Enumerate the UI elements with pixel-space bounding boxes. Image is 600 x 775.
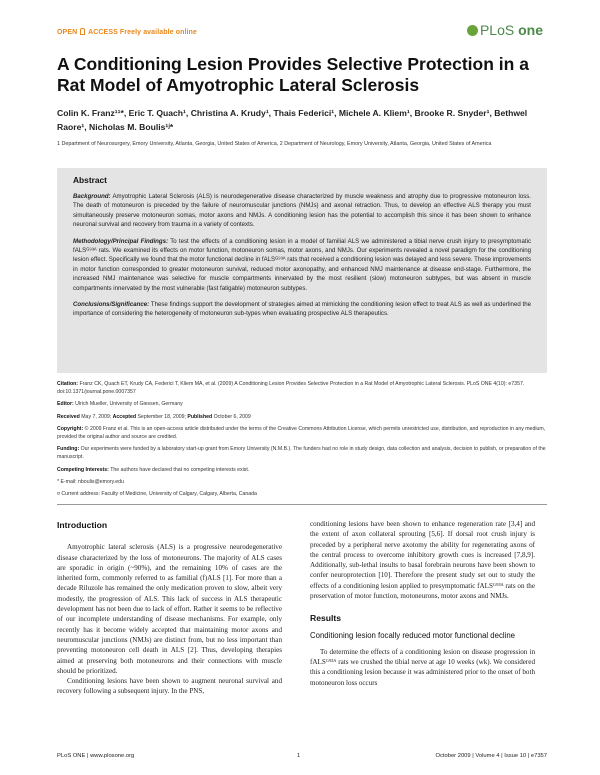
intro-paragraph-1: Amyotrophic lateral sclerosis (ALS) is a progressive neurodegenerative disease characterized by the loss of motoneurons. The majority of ALS cases are sporadic in origin (~90%), and the remaining 10% of cases are the inherited form, commonly referred to as familial (f)ALS [1]. For more than a decade Riluzole has remained the only medication proven to slow, albeit very modestly, the progression of ALS. This lack of success in ALS therapeutic development has not been due to lack of effort. Rather it seems to be reflective of our incomplete understanding of disease mechanisms. For example, only recently has it become widely accepted that maintaining motor axons and neuromuscular junctions (NMJs) are distinct from, but no less important than preventing motoneuron cell death in ALS [2]. Thus, developing therapies aimed at preserving both motoneurons and their connections with muscle should be prioritized.: [57, 543, 282, 675]
results-heading: Results: [310, 613, 342, 624]
abstract-heading: Abstract: [73, 175, 107, 185]
competing-label: Competing Interests:: [57, 466, 109, 473]
funding-text: Our experiments were funded by a laboratory start-up grant from Emory University (N.M.B.). The funders had no role in study design, data collection and analysis, decision to publish, or preparation of the manuscript.: [57, 446, 546, 461]
methods-label: Methodology/Principal Findings:: [73, 237, 169, 245]
open-lock-icon: [80, 28, 85, 35]
abstract-background: [73, 192, 531, 230]
funding-label: Funding:: [57, 446, 80, 453]
copyright: [57, 425, 547, 441]
abstract-box: [57, 168, 547, 373]
affiliations: 1 Department of Neurosurgery, Emory University, Atlanta, Georgia, United States of America, 2 Department of Neurology, Emory University, Atlanta, Georgia, United States of America: [57, 141, 492, 147]
open-label: OPEN: [57, 29, 78, 36]
competing-interests: [57, 466, 547, 474]
footer-issue: October 2009 | Volume 4 | Issue 10 | e7357: [435, 753, 547, 759]
body-left-column: [57, 520, 282, 697]
introduction-heading: Introduction: [57, 520, 108, 530]
accepted-label: Accepted: [112, 413, 137, 420]
footer-page-number: 1: [297, 753, 301, 759]
editor: [57, 400, 547, 408]
access-label: ACCESS: [88, 29, 118, 36]
copyright-text: © 2009 Franz et al. This is an open-access article distributed under the terms of the Creative Commons Attribution License, which permits unrestricted use, distribution, and reproduction in any medium, provided the original author and source are credited.: [57, 425, 546, 441]
plos-one-logo: [467, 22, 543, 38]
published-label: Published: [187, 413, 213, 420]
logo-plos-text: PLoS: [479, 22, 515, 38]
copyright-label: Copyright:: [57, 425, 84, 432]
logo-one-text: one: [518, 22, 543, 38]
editor-label: Editor:: [57, 401, 74, 408]
footer-journal: PLoS ONE | www.plosone.org: [57, 753, 135, 759]
journal-header: [57, 22, 543, 42]
right-paragraph-1: conditioning lesions have been shown to enhance regeneration rate [3,4] and the extent of axon collateral sprouting [5,6]. If dorsal root crush injury is preceded by a peripheral nerve axotomy the ability for regenerating axons of the central process to overcome inhibitory growth cues is increased [7,8,9]. Additionally, sub-lethal insults to basal forebrain neurons have been shown to confer neuroprotection [10]. Therefore the present study set out to study the effects of a conditioning lesion applied to presymptomatic fALSᴳ⁹³ᴬ rats on the preservation of motor function, motoneurons, motor axons and NMJs.: [310, 520, 535, 601]
citation-label: Citation:: [57, 381, 79, 387]
editor-text: Ulrich Mueller, University of Giessen, Germany: [73, 401, 183, 408]
freely-available-label: Freely available online: [119, 29, 197, 36]
email: * E-mail: nboulis@emory.edu: [57, 478, 124, 485]
conclusions-text: These findings support the development of strategies aimed at mimicking the conditioning lesion effect to treat ALS as well as underlined the importance of considering the heterogeneity of motoneuron sub-types when evaluating prospective ALS therapeutics.: [73, 301, 531, 318]
open-access-banner: [57, 28, 197, 36]
citation-text: Franz CK, Quach ET, Krudy CA, Federici T, Kliem MA, et al. (2009) A Conditioning Lesion Provides Selective Protection in a Rat Model of Amyotrophic Lateral Sclerosis. PLoS ONE 4(10): e7357. doi:10.1371/journal.pone.0007357: [57, 381, 525, 396]
body-right-column: [310, 519, 535, 688]
abstract-methods: [73, 237, 531, 293]
methods-text: To test the effects of a conditioning lesion in a model of familial ALS we administered a tibial nerve crush injury to presymptomatic fALSᴳ⁹³ᴬ rats. We examined its effects on motor function, motoneuron somas, motor axons, and NMJs. Our experiments revealed a novel paradigm for the conditioning lesion effect. Specifically we found that the motor functional decline in fALSᴳ⁹³ᴬ rats that received a conditioning lesion was delayed and less severe. These improvements in motor function corresponded to greater motoneuron survival, reduced motor axonopathy, and enhanced NMJ maintenance at disease end-stage. Furthermore, the increased NMJ maintenance was selective for muscle compartments innervated by the most resilient (slow) motoneuron subtypes, but was absent in muscle compartments innervated by the most vulnerable (fast fatigable) motoneuron subtypes.: [73, 237, 532, 292]
competing-text: The authors have declared that no competing interests exist.: [108, 466, 250, 473]
section-divider: [57, 504, 547, 505]
accepted-text: September 18, 2009;: [136, 413, 188, 420]
plos-logo-icon: [467, 25, 478, 36]
received-text: May 7, 2009;: [79, 413, 113, 420]
published-text: October 6, 2009: [212, 413, 251, 420]
author-list: Colin K. Franz¹¹*, Eric T. Quach¹, Christina A. Krudy¹, Thais Federici¹, Michele A. Kliem¹, Brooke R. Snyder¹, Bethwel Raore¹, Nicholas M. Boulis¹ʲ*: [57, 108, 528, 132]
results-paragraph-1: To determine the effects of a conditioning lesion on disease progression in fALSᴳ⁹³ᴬ rats we crushed the tibial nerve at age 10 weeks (wk). We considered this a conditioning lesion because it was administered prior to the onset of both motoneuron loss occurs: [310, 647, 535, 687]
funding: [57, 445, 547, 461]
article-title: A Conditioning Lesion Provides Selective Protection in a Rat Model of Amyotrophic Lateral Sclerosis: [57, 54, 529, 95]
abstract-conclusions: [73, 300, 531, 319]
background-label: Background:: [73, 193, 111, 200]
intro-paragraph-2: Conditioning lesions have been shown to augment neuronal survival and recovery following a subsequent injury. In the PNS,: [57, 677, 282, 696]
conclusions-label: Conclusions/Significance:: [73, 301, 150, 309]
results-subheading: Conditioning lesion focally reduced motor functional decline: [310, 630, 516, 640]
received-label: Received: [57, 413, 80, 420]
background-text: Amyotrophic Lateral Sclerosis (ALS) is neurodegenerative disease characterized by muscle weakness and atrophy due to progressive motoneuron loss. The death of motoneuron is preceded by the failure of neuromuscular junctions (NMJs) and axonal retraction. Thus, to develop an effective ALS therapy you must simultaneously preserve motoneuron somas, motor axons and NMJs. A conditioning lesion has the potential to accomplish this since it has been shown to enhance neuronal survival and recovery from trauma in a variety of contexts.: [73, 193, 531, 229]
current-address: ¤ Current address: Faculty of Medicine, University of Calgary, Calgary, Alberta, Canada: [57, 491, 257, 498]
article-metadata: [57, 380, 547, 502]
dates: [57, 413, 547, 421]
citation: [57, 380, 547, 396]
